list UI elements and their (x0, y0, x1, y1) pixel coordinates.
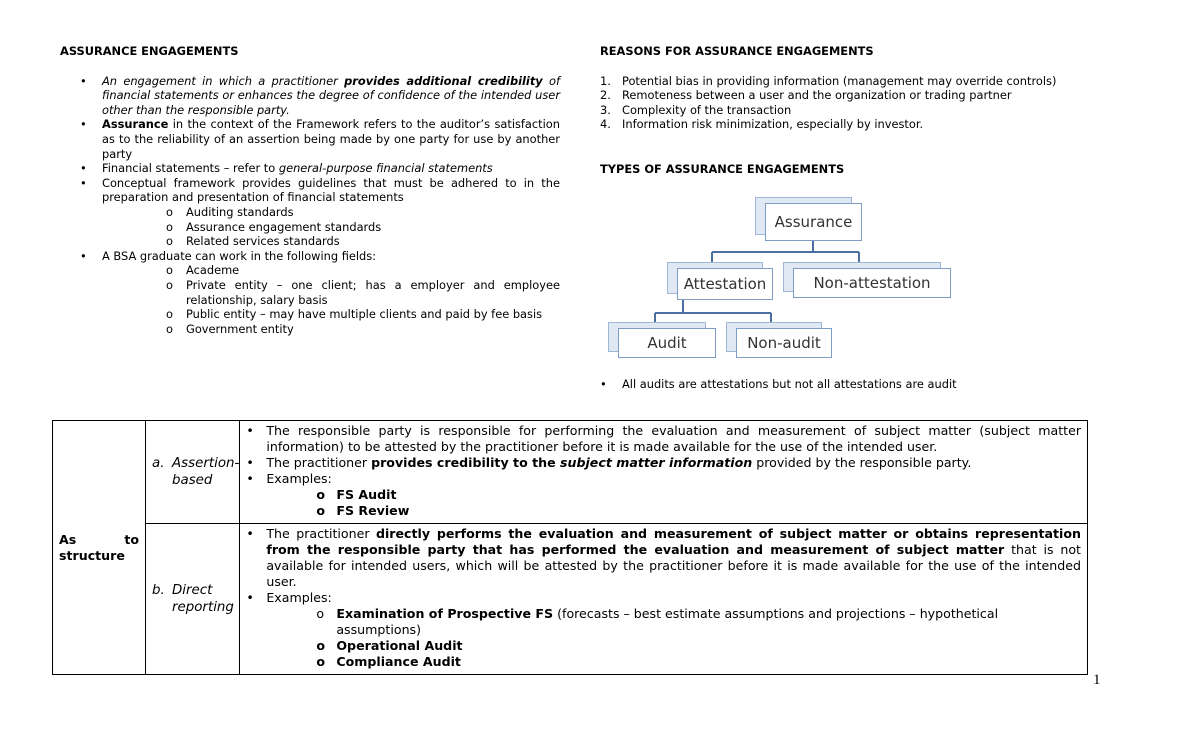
row2-bold: directly performs the evaluation and measurement of subject matter or obtains representation from the responsible party that has performed the evaluation and measurement of subject matter (266, 526, 1081, 557)
row1-text: The practitioner (266, 455, 372, 470)
examples-list (266, 487, 1081, 519)
left-column (60, 44, 560, 336)
reasons-list (600, 74, 1120, 132)
root-connector (712, 238, 859, 270)
list-item (240, 471, 1081, 519)
list-item (240, 455, 1081, 471)
direct-bullet-list (240, 526, 1081, 670)
non-audit-node: Non-audit (736, 328, 832, 358)
reasons-heading: REASONS FOR ASSURANCE ENGAGEMENTS (600, 44, 874, 58)
list-item (266, 606, 1081, 638)
list-item: o Operational Audit (266, 638, 1081, 654)
audit-node: Audit (618, 328, 716, 358)
fields-sub-list (102, 263, 560, 336)
type-name (172, 455, 239, 489)
assurance-term: Assurance (102, 117, 169, 132)
list-item (600, 88, 1120, 103)
non-attestation-node: Non-attestation (793, 268, 951, 298)
conceptual-framework-bullet (60, 176, 560, 249)
assertion-based-cell (146, 421, 240, 524)
assurance-bullet (60, 117, 560, 161)
reason-text: Complexity of the transaction (622, 102, 792, 117)
reason-number: 4. (600, 117, 611, 132)
assertion-based-description (240, 421, 1088, 524)
type-label (146, 582, 239, 616)
fs-italic: general-purpose financial statements (278, 161, 493, 176)
type-line: Assertion- (172, 456, 240, 471)
financial-statements-bullet (60, 161, 560, 176)
direct-reporting-description (240, 524, 1088, 675)
type-letter: b. (152, 583, 165, 598)
reason-text: Potential bias in providing information (management may override controls) (622, 73, 1057, 88)
structure-word: As (59, 531, 77, 547)
list-item: o Compliance Audit (266, 654, 1081, 670)
reason-text: Information risk minimization, especially by investor. (622, 117, 924, 132)
types-heading: TYPES OF ASSURANCE ENGAGEMENTS (600, 161, 845, 176)
assertion-bullet-list (240, 423, 1081, 519)
note-list (600, 377, 1100, 391)
list-item (240, 590, 1081, 670)
examples-label: Examples: (266, 590, 332, 605)
structure-word: to (124, 531, 139, 547)
list-item (240, 526, 1081, 590)
list-item: o Auditing standards (102, 205, 560, 220)
structure-table (52, 420, 1088, 675)
definition-emphasis: provides additional credibility (344, 73, 543, 88)
list-item: o Public entity – may have multiple clients and paid by fee basis (102, 307, 560, 322)
example-bold: Examination of Prospective FS (336, 606, 554, 621)
type-line: based (172, 473, 213, 488)
right-column (600, 44, 1120, 192)
bsa-graduate-bullet (60, 249, 560, 337)
assurance-text: in the context of the Framework refers to the auditor’s satisfaction as to the reliability of an assertion being made by one party for use by another party (102, 117, 560, 161)
definition-text-2: of financial statements or enhances the degree of confidence of the intended user other than the responsible party. (102, 73, 561, 117)
list-item: o FS Review (266, 503, 1081, 519)
page-number: 1 (1093, 672, 1101, 688)
list-item: o Government entity (102, 322, 560, 337)
reason-number: 2. (600, 88, 611, 103)
definition-text-1: An engagement in which a practitioner (102, 73, 345, 88)
example-rest: (forecasts – best estimate assumptions and projections – hypothetical assumptions) (336, 606, 999, 637)
list-item: o Academe (102, 263, 560, 278)
assurance-hierarchy-diagram (600, 190, 960, 362)
type-line: reporting (172, 600, 234, 615)
list-item: o Private entity – one client; has a employer and employee relationship, salary basis (102, 278, 560, 307)
type-line: Direct (172, 583, 213, 598)
assurance-bullet-list (60, 74, 560, 337)
type-name (172, 582, 234, 616)
table-row (53, 524, 1088, 675)
list-item: o FS Audit (266, 487, 1081, 503)
reason-text: Remoteness between a user and the organization or trading partner (622, 88, 1012, 103)
row2-text: The practitioner (266, 526, 376, 541)
list-item (600, 117, 1120, 132)
examples-list (266, 606, 1081, 670)
audit-note (600, 377, 1100, 391)
bsa-text: A BSA graduate can work in the following fields: (102, 248, 377, 263)
fs-text: Financial statements – refer to (102, 161, 279, 176)
list-item: o Assurance engagement standards (102, 220, 560, 235)
reason-number: 1. (600, 73, 611, 88)
framework-sub-list (102, 205, 560, 249)
direct-reporting-cell (146, 524, 240, 675)
definition-bullet (60, 74, 560, 118)
assurance-engagements-heading: ASSURANCE ENGAGEMENTS (60, 44, 239, 58)
row1-bold: provides credibility to the (371, 455, 561, 470)
list-item: o Related services standards (102, 234, 560, 249)
assurance-node: Assurance (765, 203, 862, 241)
list-item: • The responsible party is responsible for performing the evaluation and measurement of subject matter (subject matter information) to be attested by the practitioner before it is made available for the use of the intended user. (240, 423, 1081, 455)
reason-number: 3. (600, 102, 611, 117)
list-item (600, 74, 1120, 89)
row1-text: provided by the responsible party. (752, 455, 972, 470)
structure-word: structure (59, 547, 125, 563)
list-item: • All audits are attestations but not all attestations are audit (600, 377, 1100, 391)
structure-label-line (59, 532, 139, 548)
row2-text: that is not available for intended users, which will be attested by the practitioner before it is made available for the use of the intended user. (266, 542, 1081, 589)
type-label (146, 455, 239, 489)
row1-bold-italic: subject matter information (560, 455, 753, 470)
table-row (53, 421, 1088, 524)
examples-label: Examples: (266, 471, 332, 486)
type-letter: a. (152, 456, 165, 471)
list-item (600, 103, 1120, 118)
structure-label-cell (53, 421, 146, 675)
framework-text: Conceptual framework provides guidelines that must be adhered to in the preparation and presentation of financial statements (102, 175, 560, 205)
attestation-connector (655, 299, 771, 330)
attestation-node: Attestation (677, 268, 773, 300)
